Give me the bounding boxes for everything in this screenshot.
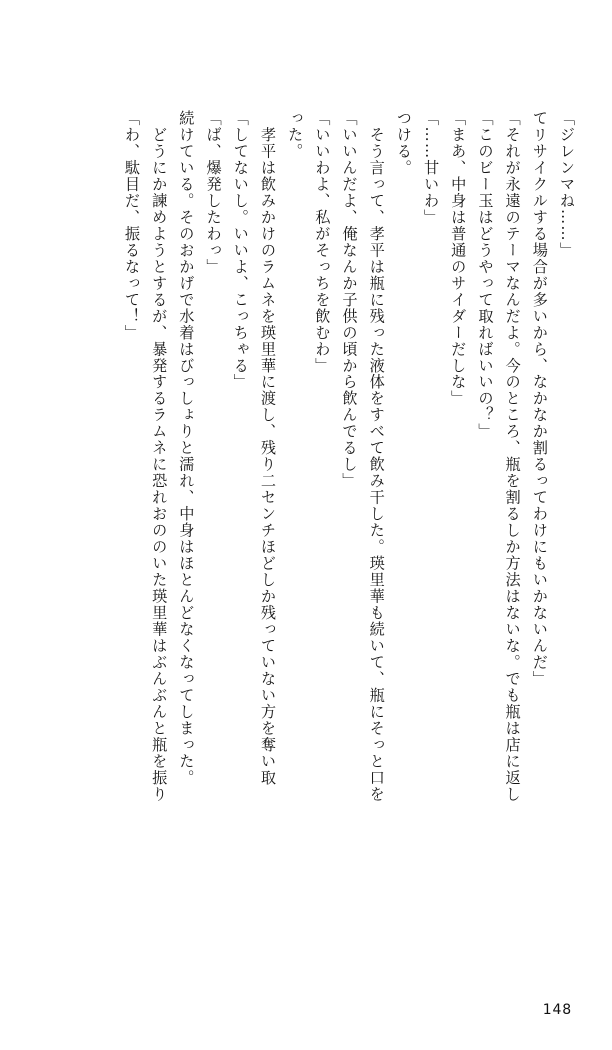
text-column: 「いいんだよ、俺なんか子供の頃から飲んでるし」: [340, 110, 359, 490]
page-number: 148: [542, 1002, 572, 1018]
text-column: そう言って、孝平は瓶に残った液体をすべて飲み干した。瑛里華も続いて、瓶にそっと口を: [367, 110, 386, 803]
text-column: 「してないし。いいよ、こっちゃる」: [231, 110, 250, 391]
text-column: 「ば、爆発したわっ」: [204, 110, 223, 275]
text-column: 「いいわよ、私がそっちを飲むわ」: [313, 110, 332, 374]
text-column: てリサイクルする場合が多いから、なかなか割るってわけにもいかないんだ」: [530, 110, 549, 688]
text-column: 「それが永遠のテーマなんだよ。今のところ、瓶を割るしか方法はないな。でも瓶は店に返し: [503, 110, 522, 803]
text-column: った。: [286, 110, 305, 160]
text-column: どうにか諫めようとするが、暴発するラムネに恐れおののいた瑛里華はぶんぶんと瓶を振り: [150, 110, 169, 803]
text-column: 「わ、駄目だ、振るなって！」: [123, 110, 141, 341]
text-column: 「まあ、中身は普通のサイダーだしな」: [449, 110, 468, 407]
text-column: つける。: [394, 110, 413, 176]
vertical-text-body: [112, 110, 574, 940]
text-column: 続けている。そのおかげで水着はびっしょりと濡れ、中身はほとんどなくなってしまった。: [177, 110, 196, 787]
text-column: 孝平は飲みかけのラムネを瑛里華に渡し、残り二センチほどしか残っていない方を奪い取: [258, 110, 277, 787]
text-column: 「……甘いわ」: [422, 110, 441, 226]
text-column: 「このビー玉はどうやって取ればいいの？」: [476, 110, 495, 440]
text-column: 「ジレンマね……」: [558, 110, 576, 259]
